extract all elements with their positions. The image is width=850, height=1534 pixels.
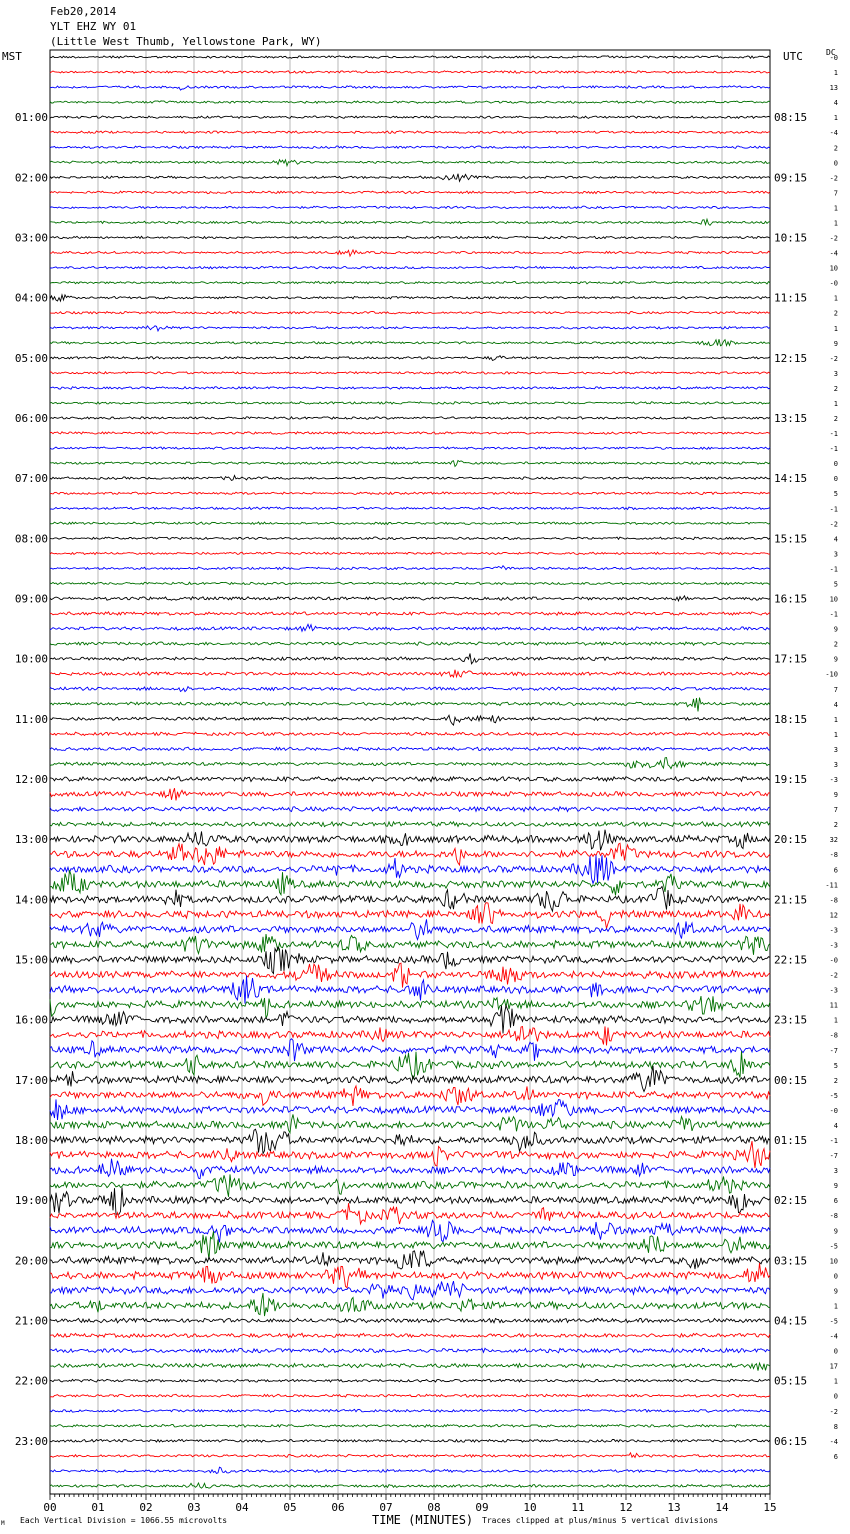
clip-note: Traces clipped at plus/minus 5 vertical divisions: [482, 1516, 719, 1525]
dc-offset-label: 2: [833, 309, 838, 318]
trace-line: [50, 1174, 770, 1196]
dc-offset-label: -2: [829, 174, 838, 183]
trace-line: [50, 101, 770, 104]
dc-offset-label: 10: [829, 264, 838, 273]
utc-hour-label: 18:15: [774, 712, 808, 726]
utc-hour-label: 16:15: [774, 592, 808, 606]
dc-offset-label: -8: [829, 1031, 838, 1040]
trace-line: [50, 747, 770, 750]
trace-line: [50, 788, 770, 800]
dc-offset-label: 0: [833, 1272, 838, 1281]
trace-line: [50, 1039, 770, 1061]
dc-offset-label: -5: [829, 1242, 838, 1251]
station-location: (Little West Thumb, Yellowstone Park, WY): [50, 35, 322, 48]
trace-line: [50, 777, 770, 782]
trace-line: [50, 1379, 770, 1382]
dc-offset-label: 5: [833, 490, 838, 499]
dc-offset-label: 4: [833, 99, 838, 108]
trace-line: [50, 963, 770, 988]
dc-offset-label: -2: [829, 520, 838, 529]
x-tick-label: 09: [475, 1501, 489, 1514]
trace-line: [50, 191, 770, 194]
mst-hour-label: 07:00: [14, 472, 48, 486]
dc-offset-label: -1: [829, 430, 838, 439]
mst-hour-label: 20:00: [14, 1254, 48, 1268]
dc-offset-label: 6: [833, 1452, 838, 1461]
dc-offset-label: 7: [833, 806, 838, 815]
corner-mark: M: [1, 1520, 5, 1527]
dc-offset-label: 5: [833, 580, 838, 589]
dc-offset-label: 3: [833, 745, 838, 754]
dc-label: DC: [826, 48, 836, 57]
utc-hour-label: 20:15: [774, 833, 808, 847]
dc-offset-label: 1: [833, 1016, 838, 1025]
dc-offset-label: -3: [829, 941, 838, 950]
dc-offset-label: -3: [829, 986, 838, 995]
utc-hour-label: 03:15: [774, 1254, 808, 1268]
trace-line: [50, 56, 770, 58]
dc-offset-label: -3: [829, 776, 838, 784]
trace-line: [50, 1439, 770, 1442]
trace-line: [50, 552, 770, 554]
dc-offset-label: -1: [829, 505, 838, 514]
left-axis-title: MST: [2, 50, 22, 63]
mst-hour-label: 23:00: [14, 1434, 48, 1448]
x-tick-label: 14: [715, 1501, 729, 1514]
dc-offset-label: -4: [829, 1437, 838, 1446]
mst-hour-label: 02:00: [14, 171, 48, 185]
mst-hour-label: 03:00: [14, 231, 48, 245]
trace-line: [50, 596, 770, 601]
trace-line: [50, 624, 770, 631]
trace-line: [50, 339, 770, 346]
dc-offset-label: 2: [833, 144, 838, 153]
trace-line: [50, 566, 770, 570]
trace-line: [50, 476, 770, 481]
trace-line: [50, 219, 770, 225]
dc-offset-label: -0: [829, 956, 838, 965]
dc-offset-label: -1: [829, 1137, 838, 1145]
trace-line: [50, 236, 770, 239]
x-tick-label: 02: [139, 1501, 153, 1514]
trace-line: [50, 174, 770, 182]
trace-line: [50, 372, 770, 375]
x-tick-label: 12: [619, 1501, 633, 1514]
trace-line: [50, 206, 770, 209]
trace-line: [50, 612, 770, 616]
dc-offset-label: -8: [829, 851, 838, 860]
mst-hour-label: 12:00: [14, 773, 48, 786]
dc-offset-label: -7: [829, 1046, 838, 1055]
trace-line: [50, 447, 770, 450]
dc-offset-label: -2: [829, 971, 838, 980]
x-tick-label: 07: [379, 1501, 393, 1514]
trace-line: [50, 1318, 770, 1323]
utc-hour-label: 14:15: [774, 472, 808, 486]
trace-line: [50, 1129, 770, 1153]
dc-offset-label: 1: [833, 114, 838, 123]
dc-offset-label: 13: [829, 84, 838, 93]
dc-offset-label: -4: [829, 129, 838, 138]
dc-offset-label: 0: [833, 1347, 838, 1356]
x-tick-label: 00: [43, 1501, 57, 1514]
utc-hour-label: 22:15: [774, 953, 808, 967]
trace-line: [50, 1333, 770, 1337]
trace-line: [50, 698, 770, 712]
trace-line: [50, 976, 770, 1004]
dc-offset-label: 7: [833, 189, 838, 198]
dc-offset-label: 9: [833, 1287, 838, 1296]
trace-line: [50, 116, 770, 119]
mst-hour-label: 17:00: [14, 1073, 48, 1087]
dc-offset-label: 6: [833, 866, 838, 875]
dc-offset-label: -8: [829, 896, 838, 905]
dc-offset-label: 10: [829, 595, 838, 604]
trace-line: [50, 71, 770, 73]
dc-offset-label: -0: [829, 1106, 838, 1115]
trace-line: [50, 326, 770, 331]
mst-hour-label: 16:00: [14, 1013, 48, 1027]
trace-line: [50, 1363, 770, 1371]
trace-line: [50, 758, 770, 769]
mst-hour-label: 09:00: [14, 592, 48, 606]
dc-offset-label: 2: [833, 415, 838, 423]
x-tick-label: 04: [235, 1501, 249, 1514]
utc-hour-label: 11:15: [774, 291, 808, 305]
trace-line: [50, 160, 770, 166]
trace-line: [50, 1394, 770, 1397]
trace-line: [50, 1026, 770, 1045]
trace-line: [50, 903, 770, 929]
dc-offset-label: 3: [833, 760, 838, 769]
trace-line: [50, 1159, 770, 1179]
trace-line: [50, 1220, 770, 1242]
dc-offset-label: 17: [829, 1362, 838, 1371]
trace-line: [50, 131, 770, 134]
dc-offset-label: -11: [825, 881, 838, 890]
scale-note: Each Vertical Division = 1066.55 microvolts: [20, 1516, 228, 1525]
dc-offset-label: 1: [833, 730, 838, 739]
trace-line: [50, 1099, 770, 1120]
trace-line: [50, 1424, 770, 1427]
dc-offset-label: -1: [829, 565, 838, 574]
dc-offset-label: 3: [833, 1167, 838, 1176]
dc-offset-label: 1: [833, 324, 838, 333]
trace-line: [50, 387, 770, 390]
dc-offset-label: 1: [833, 1377, 838, 1386]
utc-hour-label: 08:15: [774, 111, 808, 125]
dc-offset-label: -4: [829, 249, 838, 258]
dc-offset-label: 1: [833, 1302, 838, 1311]
trace-line: [50, 432, 770, 435]
dc-offset-label: -8: [829, 1212, 838, 1221]
trace-line: [50, 654, 770, 664]
dc-offset-label: 3: [833, 369, 838, 378]
dc-offset-label: 2: [833, 821, 838, 830]
trace-line: [50, 281, 770, 284]
dc-offset-label: -0: [829, 54, 838, 62]
dc-offset-label: -1: [829, 445, 838, 454]
trace-line: [50, 250, 770, 256]
dc-offset-label: 0: [833, 460, 838, 469]
dc-offset-label: -3: [829, 926, 838, 935]
mst-hour-label: 13:00: [14, 833, 48, 847]
trace-line: [50, 1409, 770, 1412]
dc-offset-label: 1: [833, 69, 838, 78]
dc-offset-label: 1: [833, 399, 838, 408]
dc-offset-label: 9: [833, 1182, 838, 1191]
trace-line: [50, 1141, 770, 1168]
dc-offset-label: 9: [833, 655, 838, 664]
utc-hour-label: 04:15: [774, 1314, 808, 1328]
x-tick-label: 15: [763, 1501, 777, 1514]
x-axis-title: TIME (MINUTES): [372, 1513, 474, 1527]
trace-line: [50, 356, 770, 361]
plot-date: Feb20,2014: [50, 5, 117, 18]
x-tick-label: 01: [91, 1501, 105, 1514]
dc-offset-label: 4: [833, 700, 838, 709]
utc-hour-label: 17:15: [774, 652, 808, 666]
trace-line: [50, 715, 770, 725]
dc-offset-label: -2: [829, 234, 838, 243]
trace-line: [50, 919, 770, 939]
trace-line: [50, 1251, 770, 1270]
utc-hour-label: 01:15: [774, 1134, 808, 1147]
trace-line: [50, 1086, 770, 1106]
dc-offset-label: 9: [833, 791, 838, 800]
trace-line: [50, 1203, 770, 1224]
mst-hour-label: 15:00: [14, 953, 48, 967]
right-axis-title: UTC: [783, 50, 803, 63]
trace-line: [50, 146, 770, 149]
trace-line: [50, 807, 770, 812]
trace-line: [50, 1066, 770, 1092]
trace-line: [50, 402, 770, 405]
dc-offset-label: 2: [833, 384, 838, 393]
trace-line: [50, 86, 770, 90]
dc-offset-label: 0: [833, 475, 838, 484]
trace-line: [50, 870, 770, 895]
trace-line: [50, 855, 770, 883]
dc-offset-label: 10: [829, 1257, 838, 1266]
trace-line: [50, 492, 770, 495]
dc-offset-label: -10: [825, 670, 838, 679]
x-tick-label: 06: [331, 1501, 345, 1514]
dc-offset-label: 1: [833, 715, 838, 724]
trace-line: [50, 642, 770, 645]
trace-line: [50, 522, 770, 525]
dc-offset-label: -2: [829, 1407, 838, 1416]
trace-line: [50, 1483, 770, 1488]
trace-line: [50, 1187, 770, 1214]
trace-line: [50, 830, 770, 851]
utc-hour-label: 13:15: [774, 412, 808, 425]
x-tick-label: 11: [571, 1501, 585, 1514]
trace-line: [50, 670, 770, 677]
mst-hour-label: 10:00: [14, 652, 48, 666]
utc-hour-label: 02:15: [774, 1194, 808, 1208]
trace-line: [50, 461, 770, 467]
x-tick-label: 13: [667, 1501, 681, 1514]
utc-hour-label: 00:15: [774, 1073, 808, 1087]
trace-line: [50, 687, 770, 692]
trace-line: [50, 1006, 770, 1034]
dc-offset-label: -5: [829, 1091, 838, 1100]
dc-offset-label: 0: [833, 159, 838, 168]
trace-line: [50, 1453, 770, 1458]
dc-offset-label: 5: [833, 1061, 838, 1070]
trace-line: [50, 1114, 770, 1132]
dc-offset-label: -7: [829, 1152, 838, 1161]
dc-offset-label: 1: [833, 219, 838, 228]
trace-line: [50, 507, 770, 510]
dc-offset-label: 9: [833, 625, 838, 634]
mst-hour-label: 08:00: [14, 532, 48, 546]
trace-line: [50, 934, 770, 955]
utc-hour-label: 15:15: [774, 532, 808, 546]
mst-hour-label: 11:00: [14, 712, 48, 726]
trace-line: [50, 266, 770, 268]
trace-line: [50, 295, 770, 301]
dc-offset-label: -4: [829, 1332, 838, 1341]
x-tick-label: 03: [187, 1501, 201, 1514]
dc-offset-label: -2: [829, 354, 838, 363]
utc-hour-label: 21:15: [774, 893, 808, 907]
trace-line: [50, 1467, 770, 1473]
trace-line: [50, 582, 770, 585]
utc-hour-label: 06:15: [774, 1434, 808, 1448]
trace-line: [50, 1263, 770, 1288]
trace-line: [50, 417, 770, 420]
trace-line: [50, 537, 770, 540]
mst-hour-label: 05:00: [14, 351, 48, 365]
trace-line: [50, 732, 770, 736]
mst-hour-label: 04:00: [14, 291, 48, 305]
dc-offset-label: 0: [833, 1392, 838, 1401]
dc-offset-label: 6: [833, 1197, 838, 1206]
utc-hour-label: 12:15: [774, 351, 808, 365]
utc-hour-label: 05:15: [774, 1374, 808, 1388]
mst-hour-label: 01:00: [14, 111, 48, 125]
mst-hour-label: 19:00: [14, 1194, 48, 1208]
dc-offset-label: 12: [829, 911, 838, 920]
mst-hour-label: 22:00: [14, 1374, 48, 1388]
dc-offset-label: 8: [833, 1422, 838, 1431]
utc-hour-label: 23:15: [774, 1013, 808, 1027]
utc-hour-label: 19:15: [774, 773, 808, 786]
trace-line: [50, 887, 770, 912]
dc-offset-label: -5: [829, 1317, 838, 1326]
dc-offset-label: 3: [833, 550, 838, 559]
utc-hour-label: 09:15: [774, 171, 808, 185]
x-tick-label: 08: [427, 1501, 441, 1514]
dc-offset-label: -1: [829, 610, 838, 619]
dc-offset-label: 9: [833, 1227, 838, 1236]
trace-line: [50, 822, 770, 827]
utc-hour-label: 10:15: [774, 231, 808, 245]
dc-offset-label: 2: [833, 640, 838, 649]
x-tick-label: 10: [523, 1501, 537, 1514]
mst-hour-label: 21:00: [14, 1314, 48, 1328]
dc-offset-label: 9: [833, 339, 838, 348]
x-tick-label: 05: [283, 1501, 297, 1514]
mst-hour-label: 06:00: [14, 412, 48, 425]
dc-offset-label: 32: [829, 836, 838, 845]
trace-line: [50, 947, 770, 973]
dc-offset-label: 4: [833, 535, 838, 544]
dc-offset-label: 11: [829, 1001, 838, 1010]
trace-line: [50, 1281, 770, 1300]
dc-offset-label: 2: [833, 1076, 838, 1085]
dc-offset-label: 7: [833, 685, 838, 694]
trace-line: [50, 1348, 770, 1353]
trace-line: [50, 996, 770, 1018]
mst-hour-label: 14:00: [14, 893, 48, 907]
dc-offset-label: -0: [829, 279, 838, 288]
mst-hour-label: 18:00: [14, 1134, 48, 1147]
trace-line: [50, 843, 770, 865]
dc-offset-label: 4: [833, 1121, 838, 1130]
trace-line: [50, 312, 770, 314]
dc-offset-label: 1: [833, 204, 838, 213]
station-code: YLT EHZ WY 01: [50, 20, 137, 33]
dc-offset-label: 1: [833, 294, 838, 303]
